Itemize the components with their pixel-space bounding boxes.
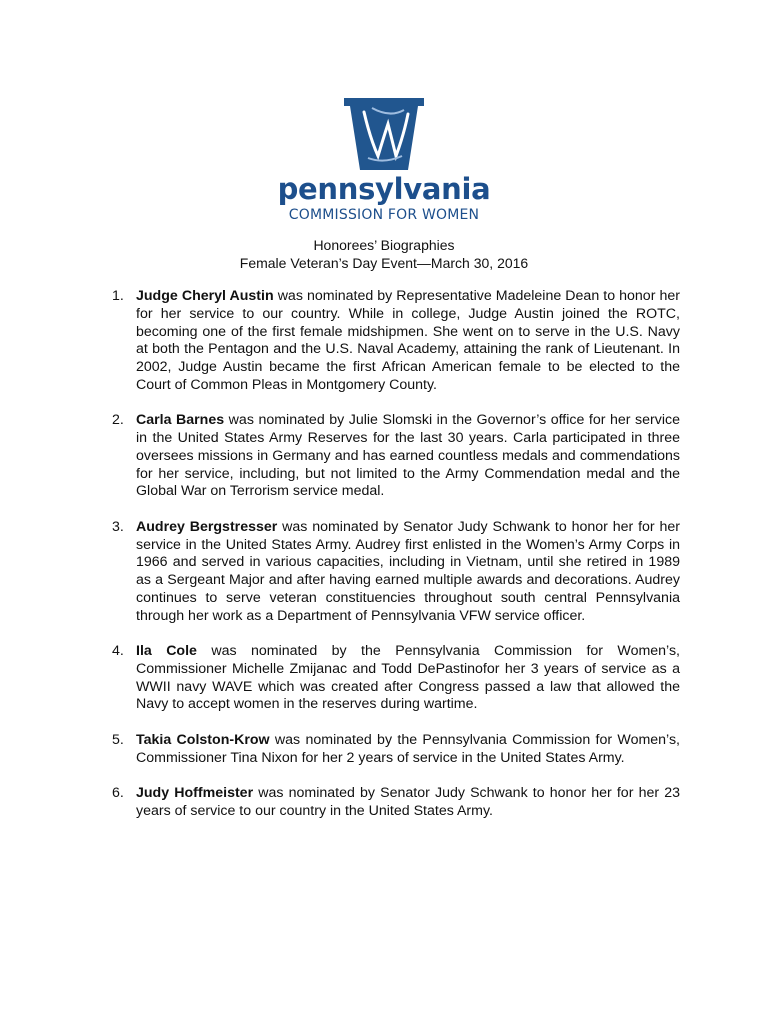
honoree-number: 3. [112,518,124,535]
honoree-number: 4. [112,643,124,660]
honoree-bio: was nominated by Julie Slomski in the Governor’s office for her service in the United States Army Reserves for the last 30 years. Carla participated in three oversees missions in Germany and has earned countless medals and commendations for her service, including, but not limited to the Army Commendation medal and the Global War on Terrorism service medal. [136,412,680,500]
honoree-item [112,732,680,768]
honoree-name: Judge Cheryl Austin [136,288,274,304]
honoree-number: 1. [112,288,124,304]
honoree-bio: was nominated by the Pennsylvania Commission for Women’s, Commissioner Tina Nixon for her 2 years of service in the United States Army. [136,731,680,766]
honoree-bio: was nominated by Senator Judy Schwank to honor her for her service in the United States Army. Audrey first enlisted in the Women’s Army Corps in 1966 and served in various capacities, including in Vietnam, until she retired in 1989 as a Sergeant Major and after having earned multiple awards and decorations. Audrey continues to serve veteran constituencies throughout south central Pennsylvania through her work as a Department of Pennsylvania VFW service officer. [136,518,680,624]
honoree-bio: was nominated by Senator Judy Schwank to honor her for her 23 years of service to our country in the United States Army. [136,784,680,819]
honoree-name: Carla Barnes [136,412,225,429]
honoree-item [112,785,680,821]
honoree-item [112,412,680,501]
document-heading [0,236,768,272]
logo-subtitle: COMMISSION FOR WOMEN [288,207,480,223]
honoree-item [112,288,680,395]
honoree-bio: was nominated by the Pennsylvania Commission for Women’s, Commissioner Michelle Zmijanac and Todd DePastinofor her 3 years of service as a WWII navy WAVE which was created after Congress passed a law that allowed the Navy to accept women in the reserves during wartime. [136,643,680,713]
honoree-name: Audrey Bergstresser [136,518,278,535]
honoree-name: Ila Cole [136,643,197,660]
honoree-number: 6. [112,784,124,801]
honoree-name: Takia Colston-Krow [136,731,270,748]
logo-wordmark: pennsylvania [277,172,491,206]
keystone-logo-icon [338,98,430,170]
honoree-item [112,519,680,626]
heading-line-1: Honorees’ Biographies [313,237,455,253]
honoree-item [112,643,680,714]
honoree-number: 5. [112,731,124,748]
honorees-list [112,288,680,838]
honoree-bio: was nominated by Representative Madeleine Dean to honor her for her service to our country. While in college, Judge Austin joined the ROTC, becoming one of the first female midshipmen. She went on to serve in the U.S. Navy at both the Pentagon and the U.S. Naval Academy, attaining the rank of Lieutenant. In 2002, Judge Austin became the first African American female to be elected to the Court of Common Pleas in Montgomery County. [136,288,680,393]
heading-line-2: Female Veteran’s Day Event—March 30, 2016 [239,255,529,271]
honoree-name: Judy Hoffmeister [136,784,254,801]
honoree-number: 2. [112,412,124,429]
commission-logo [0,98,768,224]
